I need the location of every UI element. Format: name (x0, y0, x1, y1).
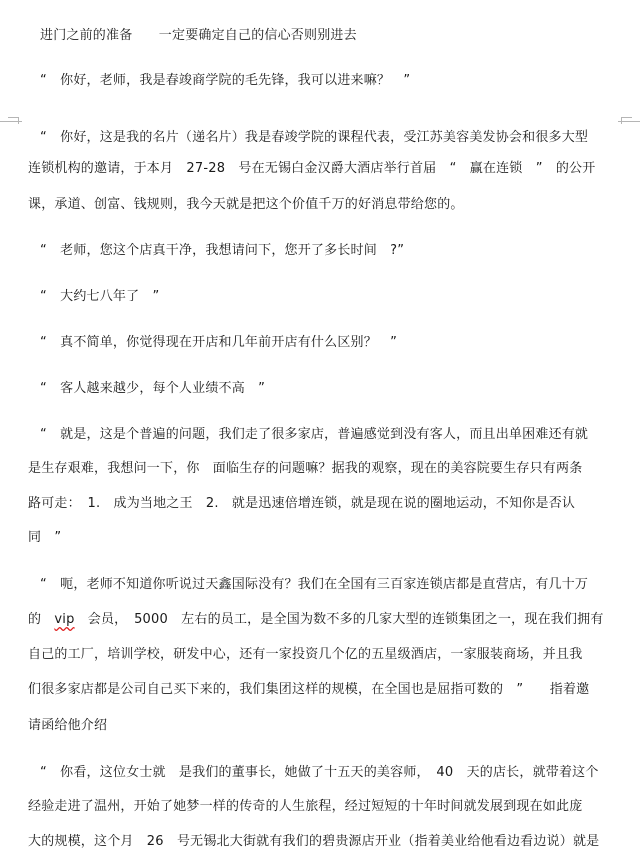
paragraph-line: 是生存艰难，我想问一下，你 面临生存的问题嘛？据我的观察，现在的美容院要生存只有两条 (28, 461, 583, 476)
document-title: 进门之前的准备 一定要确定自己的信心否则别进去 (40, 28, 357, 43)
paragraph-line: “ 大约七八年了 ” (40, 289, 160, 304)
paragraph-line: 们很多家店都是公司自己买下来的，我们集团这样的规模，在全国也是屈指可数的 ” 指着邀 (28, 682, 590, 697)
spellcheck-flagged-word: vip (54, 612, 75, 627)
paragraph-line: “ 就是，这是个普遍的问题，我们走了很多家店，普遍感觉到没有客人，而且出单困难还有就 (40, 427, 589, 442)
paragraph-line: “ 真不简单，你觉得现在开店和几年前开店有什么区别？ ” (40, 335, 398, 350)
paragraph-line: “ 呃，老师不知道你听说过天鑫国际没有？我们在全国有三百家连锁店都是直营店，有几十万 (40, 577, 589, 592)
page-margin-line-right (618, 121, 640, 122)
paragraph-line: 连锁机构的邀请，于本月 27-28 号在无锡白金汉爵大酒店举行首届 “ 赢在连锁 ” 的公开 (28, 161, 596, 176)
paragraph-line: “ 你好，这是我的名片（递名片）我是春竣学院的课程代表，受江苏美容美发协会和很多大型 (40, 130, 589, 145)
text-segment: 会员， 5000 左右的员工，是全国为数不多的几家大型的连锁集团之一，现在我们拥有 (87, 612, 604, 627)
paragraph-line: “ 你好，老师，我是春竣商学院的毛先锋，我可以进来嘛？ ” (40, 73, 411, 88)
paragraph-line: 课，承道、创富、钱规则，我今天就是把这个价值千万的好消息带给您的。 (28, 197, 464, 212)
paragraph-line: 经验走进了温州，开始了她梦一样的传奇的人生旅程，经过短短的十年时间就发展到现在如此庞 (28, 799, 583, 814)
paragraph-line: “ 你看，这位女士就 是我们的董事长，她做了十五天的美容师， 40 天的店长，就带着这个 (40, 765, 599, 780)
paragraph-line: “ 老师，您这个店真干净，我想请问下，您开了多长时间 ?” (40, 243, 405, 258)
paragraph-line (28, 610, 604, 630)
paragraph-line: 请函给他介绍 (28, 718, 108, 733)
page-margin-line-left (0, 121, 22, 122)
text-segment: 的 (28, 612, 42, 627)
paragraph-line: 同 ” (28, 530, 62, 545)
paragraph-line: 自己的工厂，培训学校，研发中心，还有一家投资几个亿的五星级酒店，一家服装商场，并且我 (28, 647, 583, 662)
paragraph-line: “ 客人越来越少，每个人业绩不高 ” (40, 381, 266, 396)
paragraph-line: 路可走： 1. 成为当地之王 2. 就是迅速倍增连锁，就是现在说的圈地运动，不知你是否认 (28, 496, 576, 511)
paragraph-line: 大的规模，这个月 26 号无锡北大街就有我们的碧贵源店开业（指着美业给他看边看边说）就是 (28, 834, 600, 849)
